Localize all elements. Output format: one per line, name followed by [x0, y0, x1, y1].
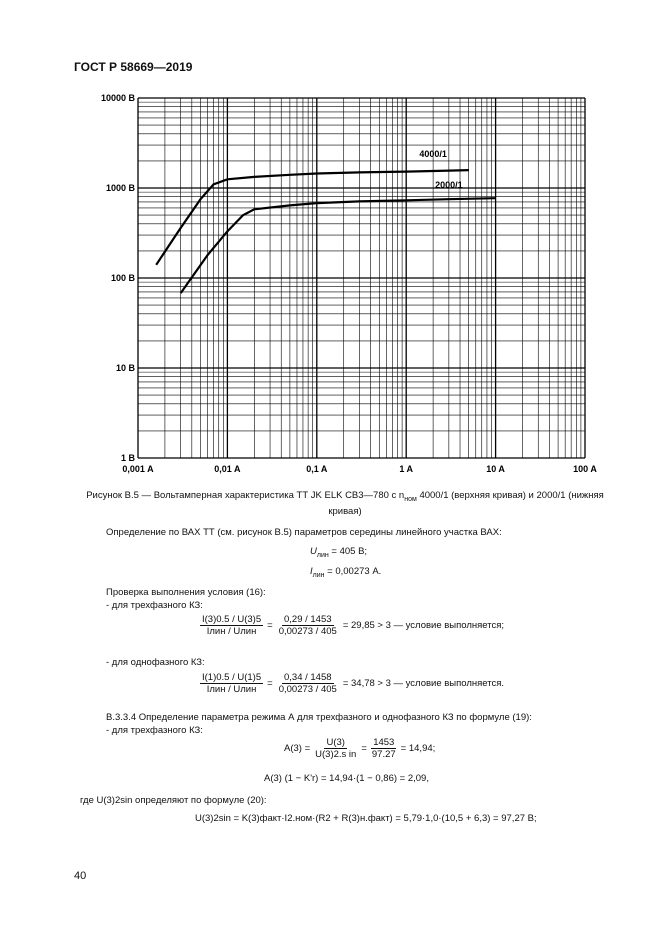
formula-5: U(3)2sin = K(3)факт·I2.ном·(R2 + R(3)н.факт) = 5,79·1,0·(10,5 + 6,3) = 97,27 В; — [195, 813, 537, 824]
document-header: ГОСТ Р 58669—2019 — [74, 60, 193, 74]
paragraph-4: - для однофазного КЗ: — [106, 657, 205, 668]
y-tick-label: 1 B — [120, 453, 135, 463]
f1-num-left: I(3)0.5 / U(3)5 — [202, 614, 262, 625]
f2-right-frac — [277, 672, 339, 695]
vah-chart — [60, 88, 620, 483]
paragraph-7: где U(3)2sin определяют по формуле (20): — [80, 795, 267, 806]
series-label: 2000/1 — [435, 180, 463, 191]
paragraph-6: - для трехфазного КЗ: — [106, 725, 203, 736]
formula-4: A(3) (1 − K'r) = 14,94·(1 − 0,86) = 2,09, — [264, 773, 429, 784]
paragraph-3: - для трехфазного КЗ: — [106, 600, 203, 611]
x-tick-label: 0,001 A — [122, 464, 154, 474]
caption-rest: 4000/1 (верхняя кривая) и 2000/1 (нижняя кривая) — [328, 490, 604, 517]
x-tick-label: 0,1 A — [306, 464, 328, 474]
y-tick-label: 10000 B — [100, 93, 135, 103]
paragraph-1: Определение по ВАХ ТТ (см. рисунок В.5) параметров середины линейного участка ВАХ: — [106, 527, 502, 538]
f3-den2: 97.27 — [371, 749, 396, 760]
f3-left: A(3) = — [284, 743, 311, 754]
f2-den-right: 0,00273 / 405 — [278, 684, 337, 695]
y-tick-label: 10 B — [115, 363, 135, 373]
u-symbol: U — [310, 546, 317, 557]
equation-u-lin — [310, 546, 367, 562]
f2-left-frac — [200, 672, 263, 695]
f2-num-left: I(1)0.5 / U(1)5 — [202, 672, 262, 683]
f1-left-frac — [200, 614, 263, 637]
f1-den-right: 0,00273 / 405 — [278, 626, 337, 637]
f1-result: = 29,85 > 3 — условие выполняется; — [342, 620, 505, 631]
u-value: = 405 В; — [328, 546, 368, 557]
page-number: 40 — [74, 870, 87, 882]
f3-frac2 — [370, 737, 398, 760]
y-tick-label: 1000 B — [105, 183, 135, 193]
formula-3 — [284, 737, 435, 760]
u-sub: лин — [316, 551, 329, 559]
i-symbol: I — [310, 566, 313, 577]
paragraph-2: Проверка выполнения условия (16): — [106, 587, 266, 598]
f3-frac — [313, 737, 358, 760]
x-tick-label: 0,01 A — [214, 464, 241, 474]
series-label: 4000/1 — [419, 149, 447, 160]
f2-num-right: 0,34 / 1458 — [283, 672, 332, 683]
x-tick-label: 1 A — [399, 464, 414, 474]
f1-num-right: 0,29 / 1453 — [283, 614, 332, 625]
i-value: = 0,00273 А. — [324, 566, 382, 577]
x-tick-label: 10 A — [486, 464, 505, 474]
formula-1 — [200, 614, 504, 637]
f3-den: U(3)2.s in — [315, 749, 357, 760]
formula-2 — [200, 672, 504, 695]
f2-eq: = — [267, 678, 273, 689]
caption-main: Рисунок В.5 — Вольтамперная характеристика ТТ JK ELK СВ3—780 с n — [86, 490, 405, 501]
f1-right-frac — [277, 614, 339, 637]
f2-result: = 34,78 > 3 — условие выполняется. — [342, 678, 505, 689]
equation-i-lin — [310, 566, 381, 582]
f3-num: U(3) — [326, 737, 345, 748]
paragraph-5: В.3.3.4 Определение параметра режима А для трехфазного и однофазного КЗ по формуле (19): — [106, 712, 532, 723]
f1-den-left: Iлин / Uлин — [206, 626, 257, 637]
f1-eq: = — [267, 620, 273, 631]
caption-sub: ном — [404, 495, 417, 503]
f3-eq: = — [361, 743, 367, 754]
figure-caption — [80, 490, 610, 518]
f3-result: = 14,94; — [400, 743, 436, 754]
x-tick-label: 100 A — [573, 464, 597, 474]
y-tick-label: 100 B — [110, 273, 135, 283]
f3-num2: 1453 — [373, 737, 395, 748]
i-sub: лин — [312, 571, 325, 579]
f2-den-left: Iлин / Uлин — [206, 684, 257, 695]
